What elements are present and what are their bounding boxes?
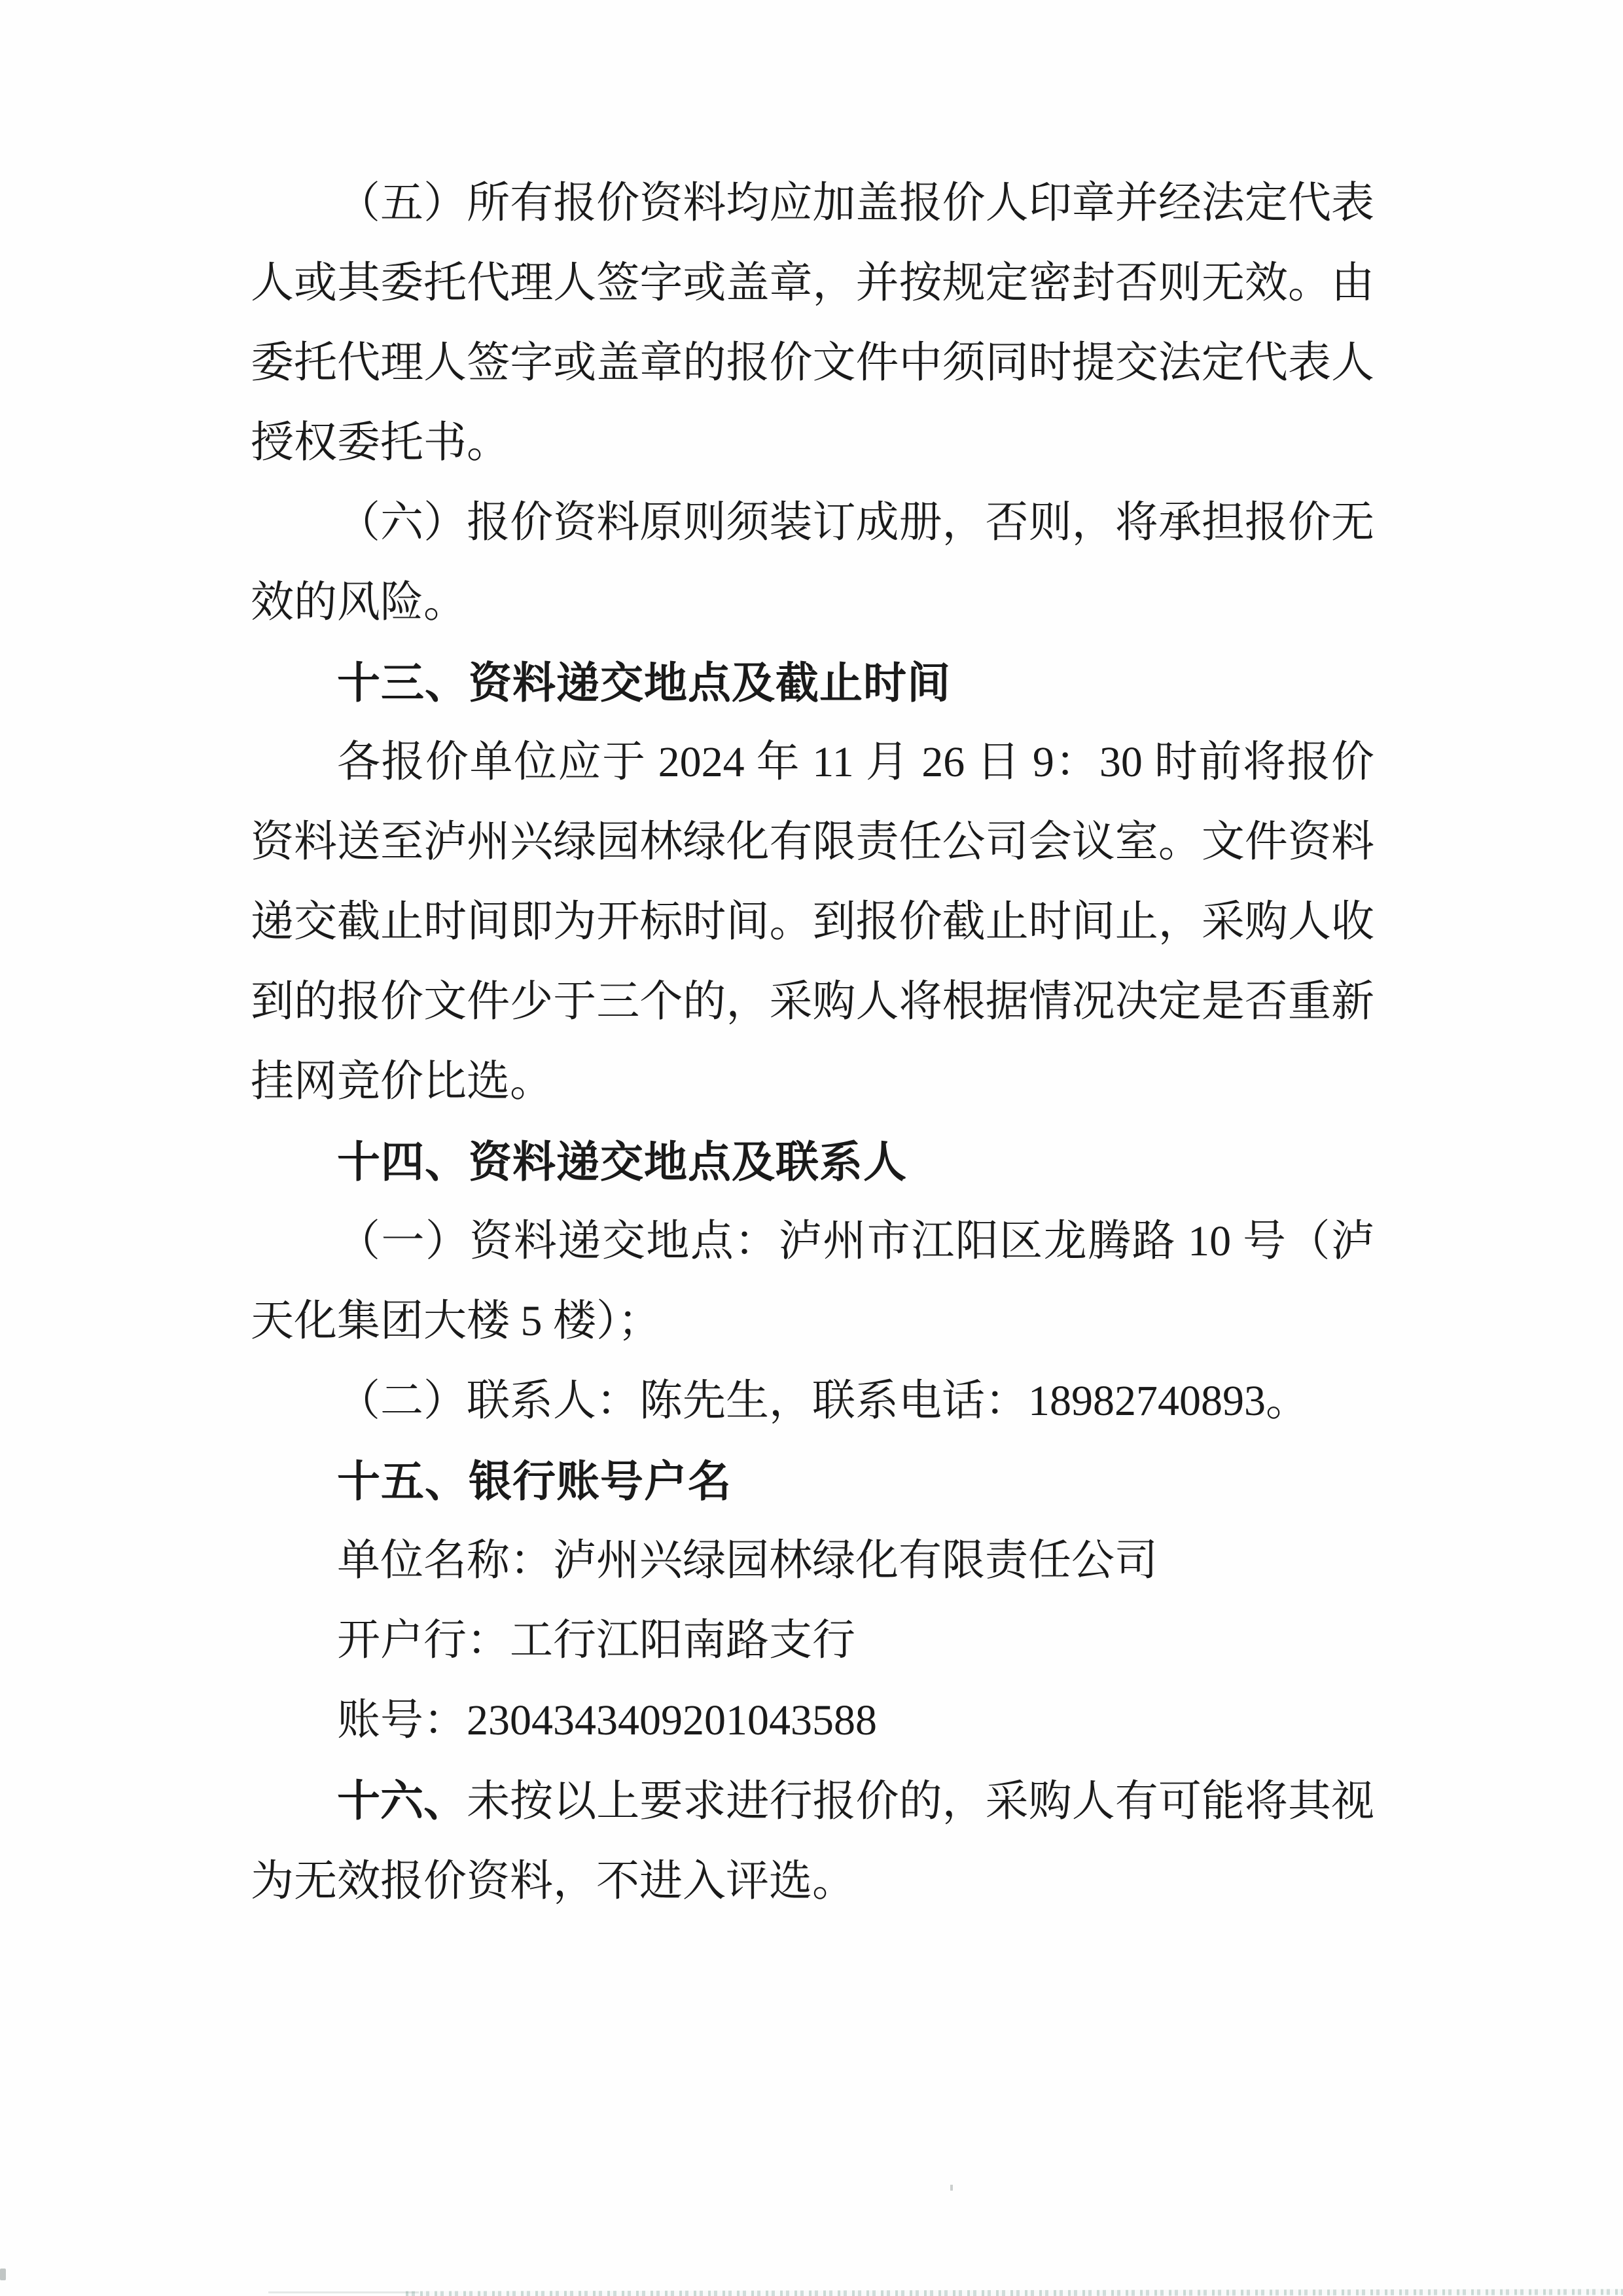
para-company-name: 单位名称：泸州兴绿园林绿化有限责任公司 — [337, 1537, 1158, 1585]
scan-artifact-bottom-line — [406, 2289, 1623, 2296]
para-bank-branch: 开户行：工行江阳南路支行 — [337, 1617, 855, 1664]
scan-artifact-bottom-line-left — [268, 2291, 419, 2293]
para-contact-person: （二）联系人：陈先生，联系电话：18982740893。 — [337, 1377, 1309, 1425]
heading-section-15: 十五、银行账号户名 — [337, 1457, 732, 1505]
para-delivery-location: （一）资料递交地点：泸州市江阳区龙腾路 10 号（泸天化集团大楼 5 楼）； — [251, 1217, 1374, 1345]
scan-artifact-dot — [950, 2185, 953, 2191]
para-clause-5: （五）所有报价资料均应加盖报价人印章并经法定代表人或其委托代理人签字或盖章，并按规定密封否则无效。由委托代理人签字或盖章的报价文件中须同时提交法定代表人授权委托书。 — [251, 179, 1374, 467]
heading-section-13: 十三、资料递交地点及截止时间 — [337, 658, 951, 707]
para-section-13-body: 各报价单位应于 2024 年 11 月 26 日 9：30 时前将报价资料送至泸州兴绿园林绿化有限责任公司会议室。文件资料递交截止时间即为开标时间。到报价截止时间止，采购人收到的报价文件少于三个的，采购人将根据情况决定是否重新挂网竞价比选。 — [251, 738, 1374, 1105]
document-body — [251, 164, 1374, 1922]
para-section-16-lead: 十六、 — [337, 1776, 467, 1825]
heading-section-14: 十四、资料递交地点及联系人 — [337, 1138, 907, 1186]
scan-artifact-left-speck — [0, 2269, 6, 2280]
para-clause-6: （六）报价资料原则须装订成册，否则，将承担报价无效的风险。 — [251, 499, 1374, 626]
para-section-16-text: 未按以上要求进行报价的，采购人有可能将其视为无效报价资料，不进入评选。 — [251, 1778, 1375, 1905]
para-section-16 — [251, 1761, 1374, 1922]
para-account-number: 账号：2304343409201043588 — [337, 1696, 877, 1744]
